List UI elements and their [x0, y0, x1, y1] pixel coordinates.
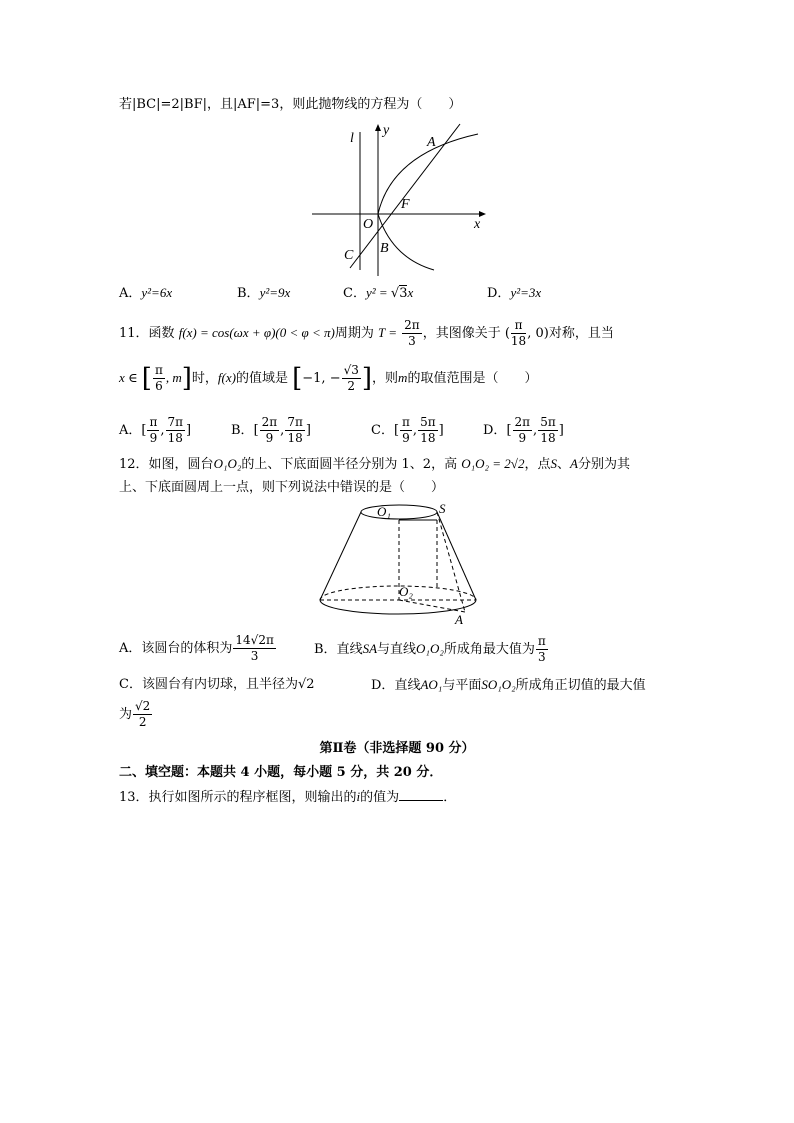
q11-option-b: B．[ $\frac{2\pi}{9}$ , $\frac{7\pi}{18}$ ]: [231, 415, 311, 445]
tangent-fraction: $\frac{√2}{2}$: [135, 699, 151, 729]
sqrt-sign: √: [390, 286, 400, 301]
focal-line: [350, 124, 460, 268]
q12-option-d: D．直线AO₁与平面SO₁O₂所成角正切值的最大值: [371, 677, 646, 693]
q12-frustum-figure: [315, 500, 480, 628]
label-O1: O₁: [377, 504, 391, 519]
label-S: S: [439, 501, 446, 516]
q11-option-a: A．[ $\frac{\pi}{9}$ , $\frac{7\pi}{18}$ ]: [119, 415, 192, 445]
q12-line2: 上、下底面圆周上一点，则下列说法中错误的是（ ）: [119, 480, 445, 495]
q11-line1: 11．函数 f(x) = cos(ωx + φ)(0 < φ < π)周期为 T = $\frac{2\pi}{3}$ ，其图像关于 ( $\frac{\pi}{18}$ , 0)对称，且当: [119, 318, 614, 348]
section-title: 第Ⅱ卷（非选择题 90 分）: [319, 741, 475, 756]
label-F: F: [401, 197, 410, 212]
q11-line2: x ∈ [ $\frac{\pi}{6}$ , m]时，f(x)的值域是 [−1, − $\frac{√3}{2}$ ]，则m的取值范围是（ ）: [119, 363, 538, 394]
q12-option-b: B．直线SA与直线O₁O₂所成角最大值为 $\frac{\pi}{3}$: [314, 634, 546, 664]
label-A: A: [427, 135, 436, 150]
label-B: B: [380, 241, 389, 256]
q10-parabola-figure: [300, 118, 500, 278]
q13-text: 13．执行如图所示的程序框图，则输出的i的值为 ．: [119, 789, 457, 805]
q11-option-c: C．[ $\frac{\pi}{9}$ , $\frac{5\pi}{18}$ ]: [371, 415, 444, 445]
q12-option-a: A．该圆台的体积为 $\frac{14√2\pi}{3}$: [119, 633, 274, 663]
q10-option-b: B．y²=9x: [237, 285, 291, 301]
q12-line1: 12．如图，圆台O₁O₂的上、下底面圆半径分别为 1、2，高 O₁O₂ = 2√2，点S、A分别为其: [119, 456, 630, 472]
q11-option-d: D．[ $\frac{2\pi}{9}$ , $\frac{5\pi}{18}$ ]: [483, 415, 564, 445]
period-fraction: $\frac{2\pi}{3}$: [404, 318, 420, 348]
bottom-ellipse-back: [320, 586, 476, 600]
section-heading: 二、填空题：本题共 4 小题，每小题 5 分，共 20 分．: [119, 765, 443, 780]
top-ellipse: [361, 505, 437, 519]
parabola-curve: [378, 134, 478, 270]
label-C: C: [344, 248, 354, 263]
label-A: A: [455, 612, 463, 627]
bottom-ellipse-front: [320, 600, 476, 614]
volume-fraction: $\frac{14√2\pi}{3}$: [235, 633, 274, 663]
q12-option-c: C．该圆台有内切球，且半径为√2: [119, 677, 315, 692]
q10-option-d: D．y²=3x: [487, 285, 542, 301]
domain-fraction: $\frac{\pi}{6}$: [154, 363, 163, 393]
label-O: O: [363, 217, 374, 232]
label-x: x: [474, 217, 481, 232]
label-O2: O₂: [399, 584, 413, 599]
range-fraction: $\frac{√3}{2}$: [343, 363, 359, 393]
label-l: l: [350, 131, 354, 146]
q10-stem: 若|BC|=2|BF|，且|AF|=3，则此抛物线的方程为（ ）: [119, 97, 462, 112]
symmetry-fraction: $\frac{\pi}{18}$: [510, 318, 527, 348]
q10-option-a: A．y²=6x: [119, 285, 173, 301]
angle-fraction: $\frac{\pi}{3}$: [537, 634, 546, 664]
answer-blank[interactable]: [399, 788, 443, 801]
q12-option-d-cont: 为 $\frac{√2}{2}$: [119, 699, 151, 729]
label-y: y: [383, 123, 390, 138]
q10-option-c: C．y² = √3x: [343, 285, 414, 301]
